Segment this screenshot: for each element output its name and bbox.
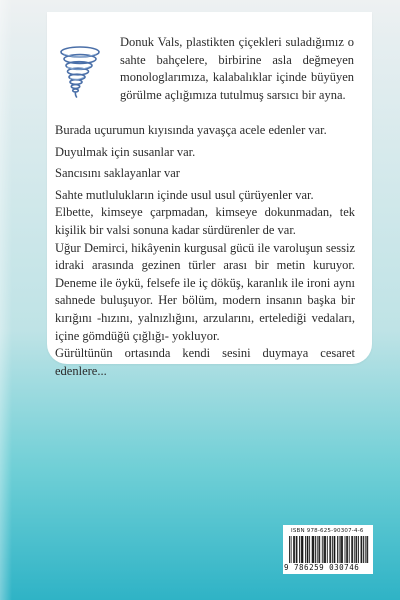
barcode-bar bbox=[363, 536, 364, 563]
barcode-bar bbox=[318, 536, 319, 563]
blurb-line: Duyulmak için susanlar var. bbox=[55, 144, 196, 159]
barcode-bar bbox=[330, 536, 331, 563]
barcode-number: 9 786259 030746 bbox=[284, 563, 360, 572]
barcode-bar bbox=[351, 536, 352, 563]
barcode-bar bbox=[356, 536, 357, 563]
barcode-bar bbox=[305, 536, 306, 563]
barcode-bar bbox=[313, 536, 314, 563]
barcode-bar bbox=[361, 536, 362, 563]
barcode-bar bbox=[319, 536, 320, 563]
barcode-bar bbox=[302, 536, 303, 563]
barcode-bar bbox=[339, 536, 340, 563]
barcode-bar bbox=[342, 536, 343, 563]
barcode-bar bbox=[365, 536, 366, 563]
barcode-bar bbox=[340, 536, 341, 563]
barcode-bar bbox=[317, 536, 318, 563]
barcode-bars bbox=[289, 536, 369, 563]
blurb-line: Elbette, kimseye çarpmadan, kimseye dokunmadan, tek kişilik bir valsi sonuna kadar sürdürenler de var. bbox=[55, 205, 355, 237]
barcode-bar bbox=[312, 536, 313, 563]
barcode-bar bbox=[358, 536, 359, 563]
barcode-bar bbox=[345, 536, 346, 563]
isbn-label: ISBN 978-625-90307-4-6 bbox=[291, 528, 364, 534]
barcode-bar bbox=[301, 536, 302, 563]
barcode-bar bbox=[332, 536, 333, 563]
barcode-bar bbox=[341, 536, 342, 563]
intro-paragraph: Donuk Vals, plastikten çiçekleri suladığımız o sahte bahçelere, birbirine asla değmeyen monologlarımıza, kalabalıklar içinde büyüyen görülme açlığımıza tutulmuş sarsıcı bir ayna. bbox=[120, 35, 354, 102]
barcode-bar bbox=[367, 536, 368, 563]
blurb-line: Burada uçurumun kıyısında yavaşça acele edenler var. bbox=[55, 123, 327, 137]
spine-shadow bbox=[0, 0, 12, 600]
blurb-closing-line: Gürültünün ortasında kendi sesini duymaya cesaret edenlere... bbox=[55, 346, 355, 378]
tornado-spiral-icon bbox=[58, 44, 102, 98]
barcode-bar bbox=[302, 536, 303, 563]
barcode-bar bbox=[315, 536, 316, 563]
barcode-bar bbox=[334, 536, 335, 563]
barcode-bar bbox=[366, 536, 367, 563]
barcode-bar bbox=[361, 536, 362, 563]
barcode-bar bbox=[294, 536, 295, 563]
barcode-bar bbox=[354, 536, 355, 563]
barcode-bar bbox=[356, 536, 357, 563]
barcode-bar bbox=[297, 536, 298, 563]
barcode-bar bbox=[293, 536, 294, 563]
blurb-line: Sancısını saklayanlar var bbox=[55, 166, 180, 181]
barcode-bar bbox=[347, 536, 348, 563]
barcode-bar bbox=[308, 536, 309, 563]
barcode-bar bbox=[327, 536, 328, 563]
barcode-box bbox=[283, 525, 373, 574]
blurb-paragraph: Uğur Demirci, hikâyenin kurgusal gücü ile varoluşun sessiz idraki arasında gezinen türler arası bir metin kuruyor. Deneme ile öykü, felsefe ile iç döküş, karanlık ile ironi aynı sahnede buluşuyor. Her bölüm, modern insanın başka bir kırığını -hızını, yalnızlığını, arzularını, ertelediği vedaları, içine gömdüğü çığlığı- yokluyor. bbox=[55, 240, 355, 343]
barcode-bar bbox=[352, 536, 353, 563]
barcode-bar bbox=[334, 536, 335, 563]
barcode-bar bbox=[322, 536, 323, 563]
barcode-bar bbox=[324, 536, 325, 563]
barcode-bar bbox=[329, 536, 330, 563]
barcode-bar bbox=[346, 536, 347, 563]
barcode-bar bbox=[337, 536, 338, 563]
barcode-bar bbox=[313, 536, 314, 563]
barcode-bar bbox=[325, 536, 326, 563]
blurb-body bbox=[55, 122, 355, 380]
barcode-bar bbox=[349, 536, 350, 563]
blurb-line: Sahte mutlulukların içinde usul usul çürüyenler var. bbox=[55, 187, 314, 202]
barcode-bar bbox=[309, 536, 310, 563]
barcode-bar bbox=[291, 536, 292, 563]
barcode-bar bbox=[299, 536, 300, 563]
barcode-bar bbox=[289, 536, 290, 563]
barcode-bar bbox=[324, 536, 325, 563]
barcode-bar bbox=[296, 536, 297, 563]
barcode-bar bbox=[307, 536, 308, 563]
